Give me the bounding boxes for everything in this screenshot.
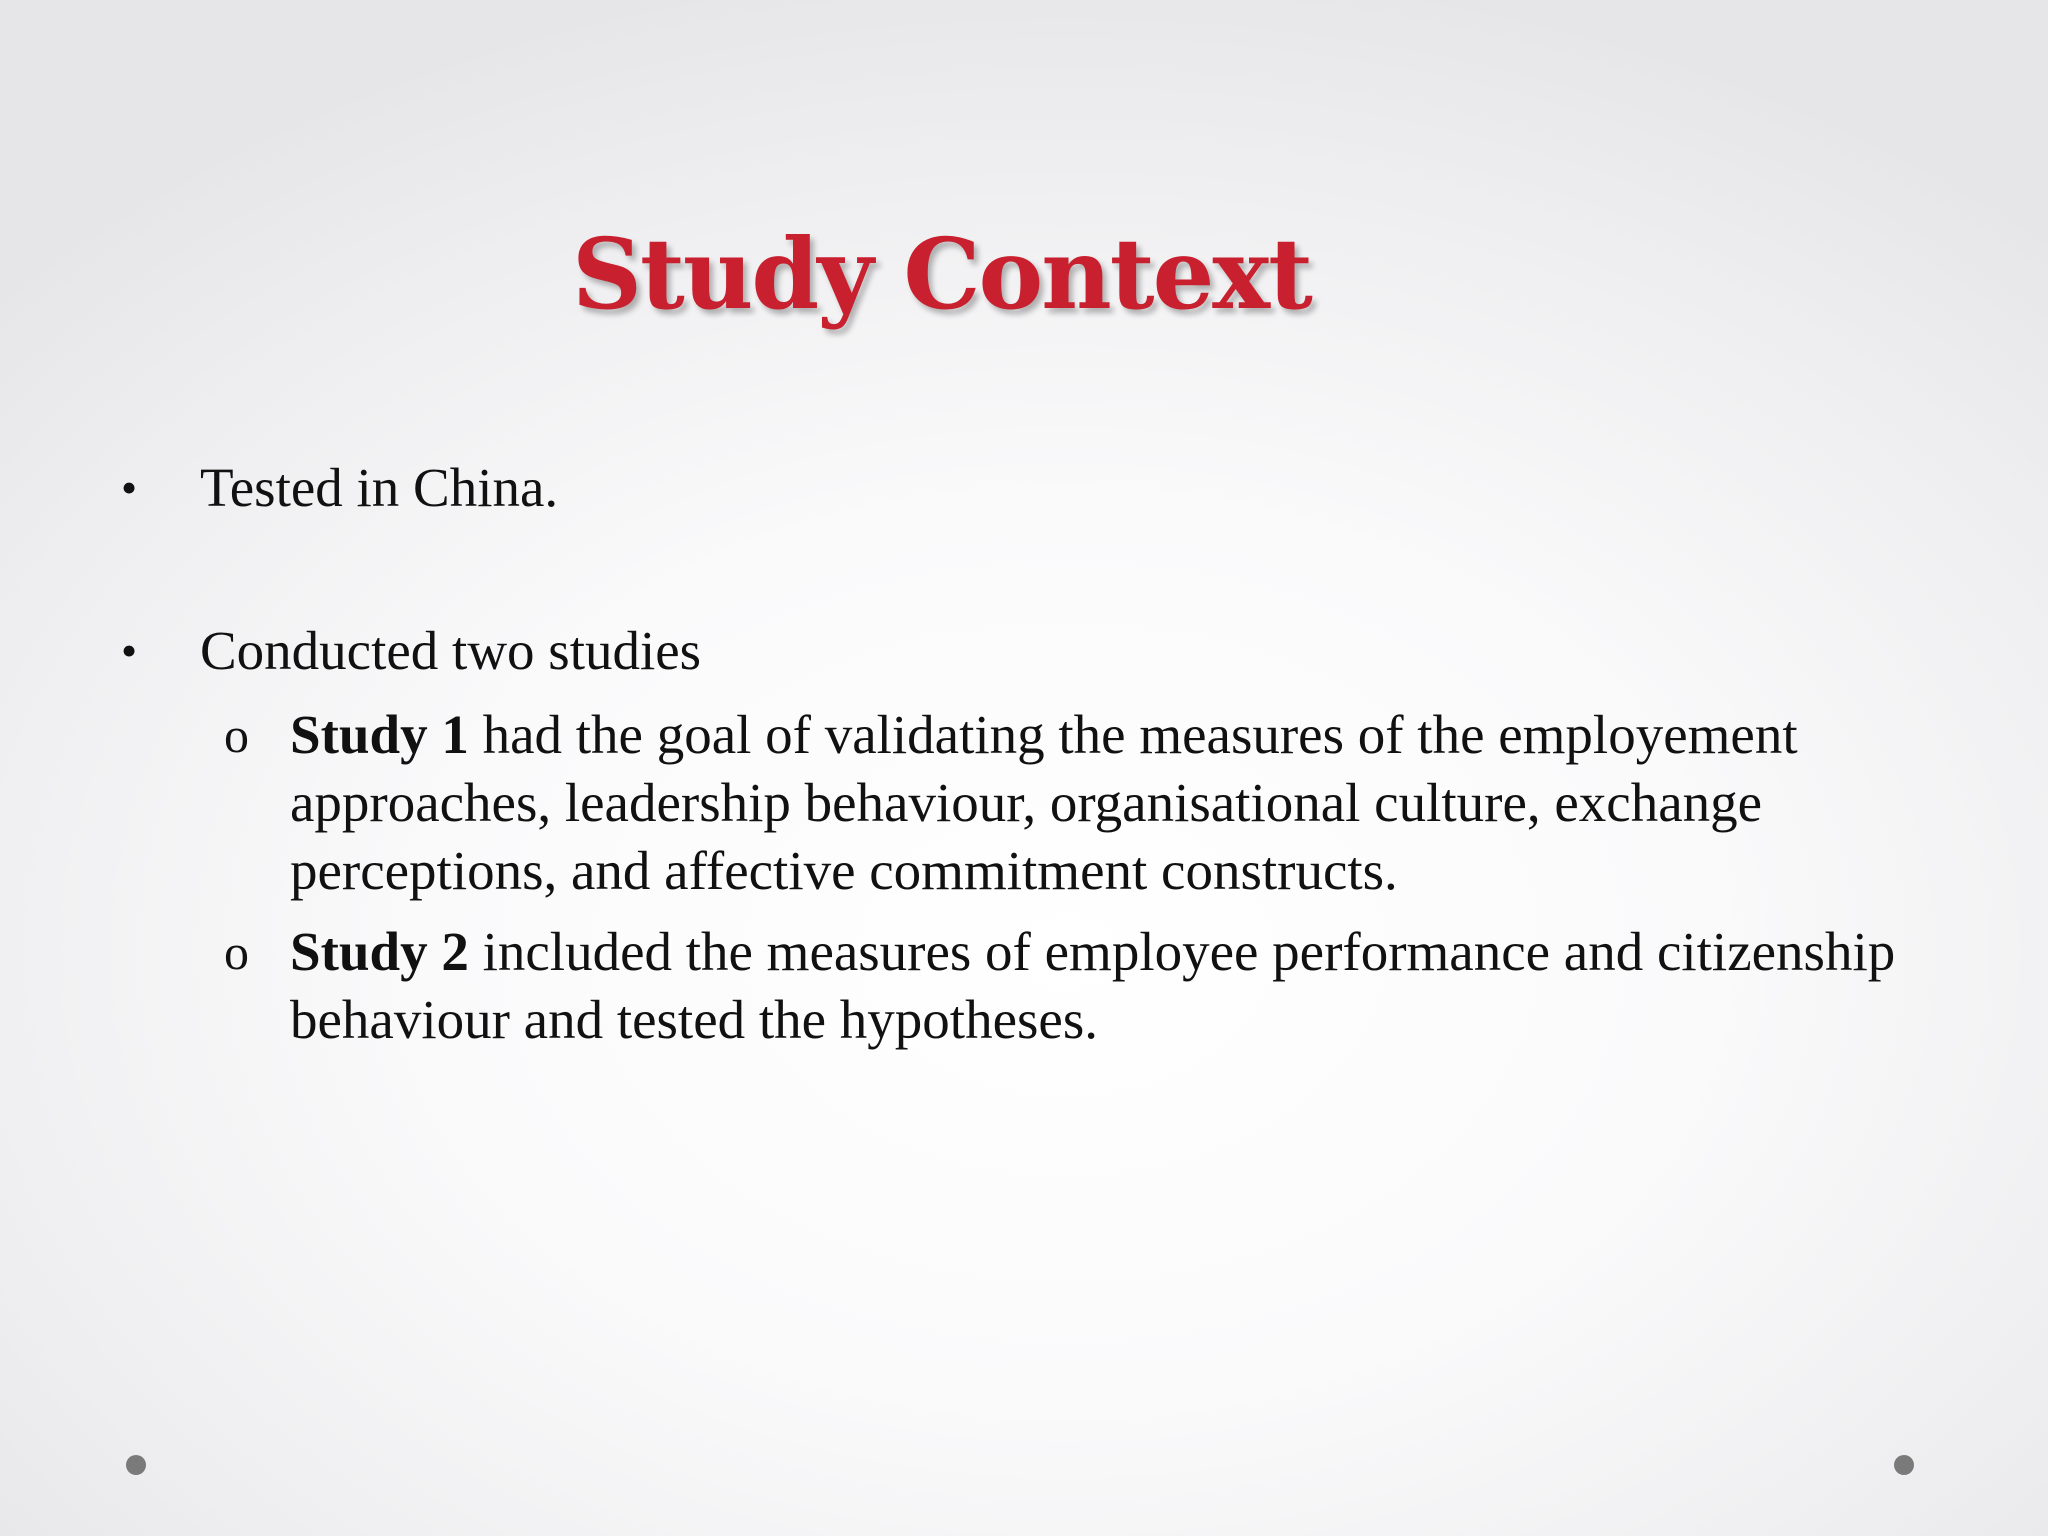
corner-dot-left: [126, 1455, 146, 1475]
bullet-text: Tested in China.: [200, 457, 559, 518]
sub-bullet-text: [290, 701, 1910, 905]
study-label: Study 1: [290, 704, 469, 765]
study-description: included the measures of employee performance and citizenship behaviour and tested the hypotheses.: [290, 921, 1896, 1050]
bullet-glyph: •: [121, 462, 138, 513]
slide-title: Study Context: [572, 217, 1311, 331]
study-description: had the goal of validating the measures of the employement approaches, leadership behaviour, organisational culture, exchange perceptions, and affective commitment constructs.: [290, 704, 1798, 901]
sub-bullet-glyph: o: [224, 707, 249, 763]
study-label: Study 2: [290, 921, 469, 982]
bullet-glyph: •: [121, 625, 138, 676]
corner-dot-right: [1894, 1455, 1914, 1475]
sub-bullet-glyph: o: [224, 924, 249, 980]
bullet-text: Conducted two studies: [200, 620, 702, 681]
sub-bullet-text: [290, 918, 1910, 1054]
